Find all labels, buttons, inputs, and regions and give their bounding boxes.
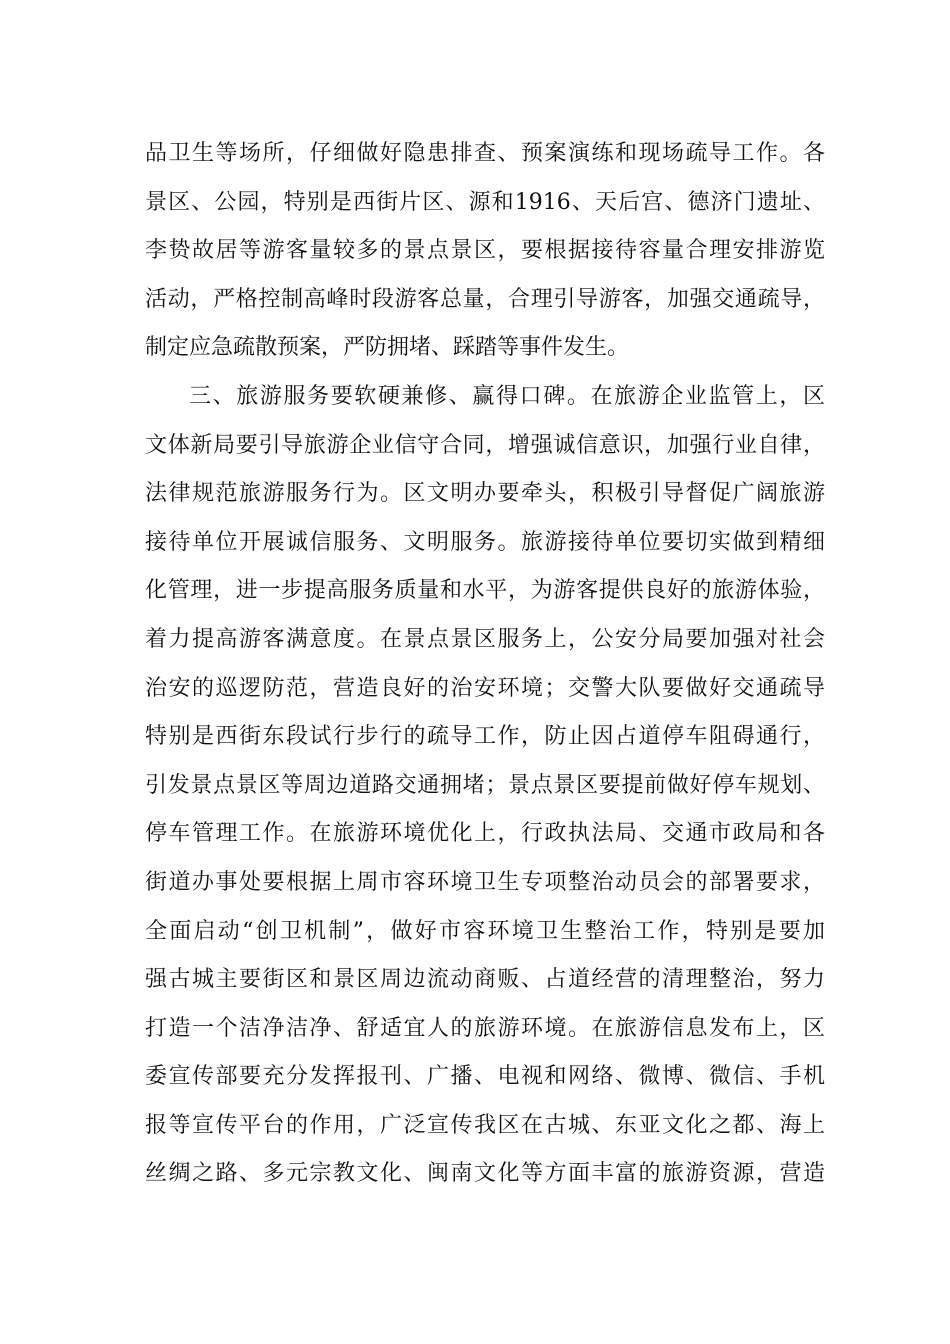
section-heading-line: 三、旅游服务要软硬兼修、赢得口碑。在旅游企业监管上，区 <box>189 383 825 409</box>
text-line: 法律规范旅游服务行为。区文明办要牵头，积极引导督促广阔旅游 <box>145 481 825 507</box>
text-line: 委宣传部要充分发挥报刊、广播、电视和网络、微博、微信、手机 <box>145 1064 825 1090</box>
text-line: 特别是西街东段试行步行的疏导工作，防止因占道停车阻碍通行， <box>145 724 825 750</box>
text-line: 丝绸之路、多元宗教文化、闽南文化等方面丰富的旅游资源，营造 <box>145 1161 825 1187</box>
text-line: 街道办事处要根据上周市容环境卫生专项整治动员会的部署要求， <box>145 869 825 895</box>
text-line: 打造一个洁净洁净、舒适宜人的旅游环境。在旅游信息发布上，区 <box>145 1015 825 1041</box>
body-text <box>145 130 825 1199</box>
text-line: 化管理，进一步提高服务质量和水平，为游客提供良好的旅游体验， <box>145 578 825 604</box>
text-line: 制定应急疏散预案，严防拥堵、踩踏等事件发生。 <box>145 335 630 361</box>
text-line: 全面启动“创卫机制”，做好市容环境卫生整治工作，特别是要加 <box>145 918 825 944</box>
text-line: 着力提高游客满意度。在景点景区服务上，公安分局要加强对社会 <box>145 626 825 652</box>
text-line: 李贽故居等游客量较多的景点景区，要根据接待容量合理安排游览 <box>145 238 825 264</box>
text-line: 引发景点景区等周边道路交通拥堵；景点景区要提前做好停车规划、 <box>145 772 825 798</box>
text-line: 报等宣传平台的作用，广泛宣传我区在古城、东亚文化之都、海上 <box>145 1112 825 1138</box>
text-line: 治安的巡逻防范，营造良好的治安环境；交警大队要做好交通疏导 <box>145 675 825 701</box>
text-line: 景区、公园，特别是西街片区、源和1916、天后宫、德济门遗址、 <box>145 189 825 215</box>
text-line: 强古城主要街区和景区周边流动商贩、占道经营的清理整治，努力 <box>145 967 825 993</box>
text-line: 停车管理工作。在旅游环境优化上，行政执法局、交通市政局和各 <box>145 821 825 847</box>
text-line: 文体新局要引导旅游企业信守合同，增强诚信意识，加强行业自律， <box>145 432 825 458</box>
text-line: 活动，严格控制高峰时段游客总量，合理引导游客，加强交通疏导， <box>145 286 825 312</box>
text-line: 品卫生等场所，仔细做好隐患排查、预案演练和现场疏导工作。各 <box>145 141 825 166</box>
text-line: 接待单位开展诚信服务、文明服务。旅游接待单位要切实做到精细 <box>145 529 825 555</box>
